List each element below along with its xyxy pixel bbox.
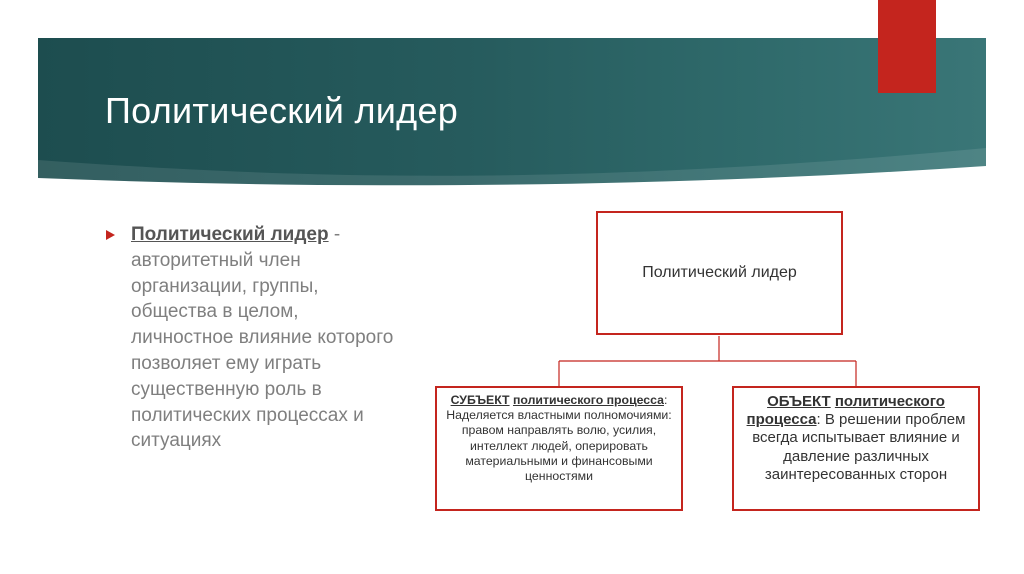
slide-title: Политический лидер — [105, 90, 459, 131]
leader-box-label: Политический лидер — [642, 264, 797, 281]
object-box — [732, 386, 980, 511]
subject-text: : Наделяется властными полномочиями: правом направлять волю, усилия, интеллект людей, оперировать материальными и финансовыми ценностями — [446, 393, 672, 484]
red-accent-tab — [878, 0, 936, 93]
definition-paragraph — [131, 222, 401, 454]
definition-separator: - — [328, 224, 341, 245]
definition-text: авторитетный член организации, группы, общества в целом, личностное влияние которого позволяет ему играть существенную роль в политических процессах и ситуациях — [131, 249, 394, 452]
bullet-arrow-icon — [106, 230, 115, 240]
leader-box — [596, 211, 843, 335]
subject-box — [435, 386, 683, 511]
object-text: : В решении проблем всегда испытывает влияние и давление различных заинтересованных сторон — [752, 411, 966, 483]
object-term-rest: политического процесса — [746, 393, 945, 429]
subject-term: СУБЪЕКТ — [450, 393, 510, 407]
definition-term: Политический лидер — [131, 224, 329, 245]
subject-term-rest: политического процесса — [512, 393, 664, 407]
object-term: ОБЪЕКТ — [767, 393, 831, 410]
